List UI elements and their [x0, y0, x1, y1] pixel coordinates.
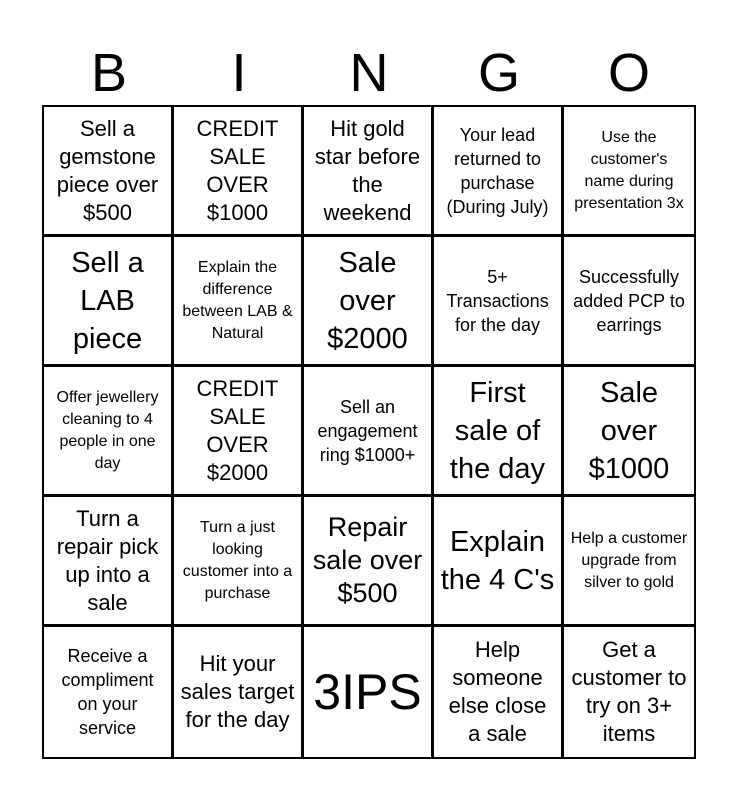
bingo-cell[interactable]	[564, 497, 694, 627]
bingo-cell[interactable]	[44, 237, 174, 367]
cell-text: First sale of the day	[449, 376, 546, 485]
bingo-board	[42, 105, 696, 759]
cell-text: Sell an engagement ring $1000+	[317, 396, 418, 465]
cell-text: Help a customer upgrade from silver to gold	[570, 529, 688, 591]
cell-text: 5+ Transactions for the day	[446, 266, 549, 335]
bingo-cell[interactable]	[434, 497, 564, 627]
bingo-cell[interactable]	[304, 237, 434, 367]
bingo-cell[interactable]	[174, 367, 304, 497]
cell-text: Receive a compliment on your service	[61, 646, 154, 738]
header-letter-g: G	[477, 43, 520, 103]
header-letter-n: N	[349, 43, 389, 103]
bingo-cell[interactable]	[434, 107, 564, 237]
cell-text: Use the customer's name during presentation 3x	[574, 128, 684, 212]
bingo-header	[44, 40, 694, 106]
bingo-cell[interactable]	[304, 367, 434, 497]
cell-text: Explain the difference between LAB & Natural	[182, 258, 293, 342]
cell-text: CREDIT SALE OVER $1000	[196, 115, 279, 225]
cell-text: Sell a LAB piece	[71, 246, 144, 355]
bingo-cell[interactable]	[174, 237, 304, 367]
bingo-cell[interactable]	[434, 627, 564, 757]
bingo-cell[interactable]	[564, 237, 694, 367]
bingo-cell[interactable]	[434, 367, 564, 497]
bingo-cell[interactable]	[564, 107, 694, 237]
bingo-cell[interactable]	[304, 107, 434, 237]
bingo-cell[interactable]	[44, 497, 174, 627]
bingo-cell[interactable]	[44, 367, 174, 497]
cell-text: Successfully added PCP to earrings	[573, 266, 685, 335]
cell-text: Explain the 4 C's	[440, 525, 555, 596]
cell-text: Help someone else close a sale	[448, 637, 547, 746]
bingo-cell[interactable]	[44, 627, 174, 757]
cell-text: Sale over $1000	[588, 376, 670, 485]
bingo-cell[interactable]	[174, 107, 304, 237]
cell-text: Hit gold star before the weekend	[314, 115, 421, 225]
cell-text: Offer jewellery cleaning to 4 people in one day	[56, 388, 159, 472]
bingo-cell[interactable]	[564, 367, 694, 497]
cell-text: Repair sale over $500	[312, 512, 423, 608]
bingo-cell[interactable]	[304, 497, 434, 627]
cell-text: Hit your sales target for the day	[180, 651, 295, 732]
bingo-cell[interactable]	[564, 627, 694, 757]
bingo-cell[interactable]	[44, 107, 174, 237]
bingo-cell[interactable]	[434, 237, 564, 367]
header-letter-b: B	[90, 43, 128, 103]
header-letter-o: O	[607, 43, 650, 103]
cell-text: Turn a repair pick up into a sale	[56, 505, 159, 615]
cell-text: Your lead returned to purchase (During July)	[446, 124, 549, 217]
free-space-cell[interactable]	[304, 627, 434, 757]
cell-text: CREDIT SALE OVER $2000	[196, 375, 279, 485]
cell-text: Sell a gemstone piece over $500	[56, 115, 159, 225]
header-letter-i: I	[231, 43, 247, 103]
cell-text: 3IPS	[313, 664, 422, 720]
cell-text: Turn a just looking customer into a purchase	[182, 518, 293, 602]
cell-text: Sale over $2000	[327, 246, 408, 355]
cell-text: Get a customer to try on 3+ items	[571, 637, 687, 746]
bingo-cell[interactable]	[174, 627, 304, 757]
bingo-cell[interactable]	[174, 497, 304, 627]
